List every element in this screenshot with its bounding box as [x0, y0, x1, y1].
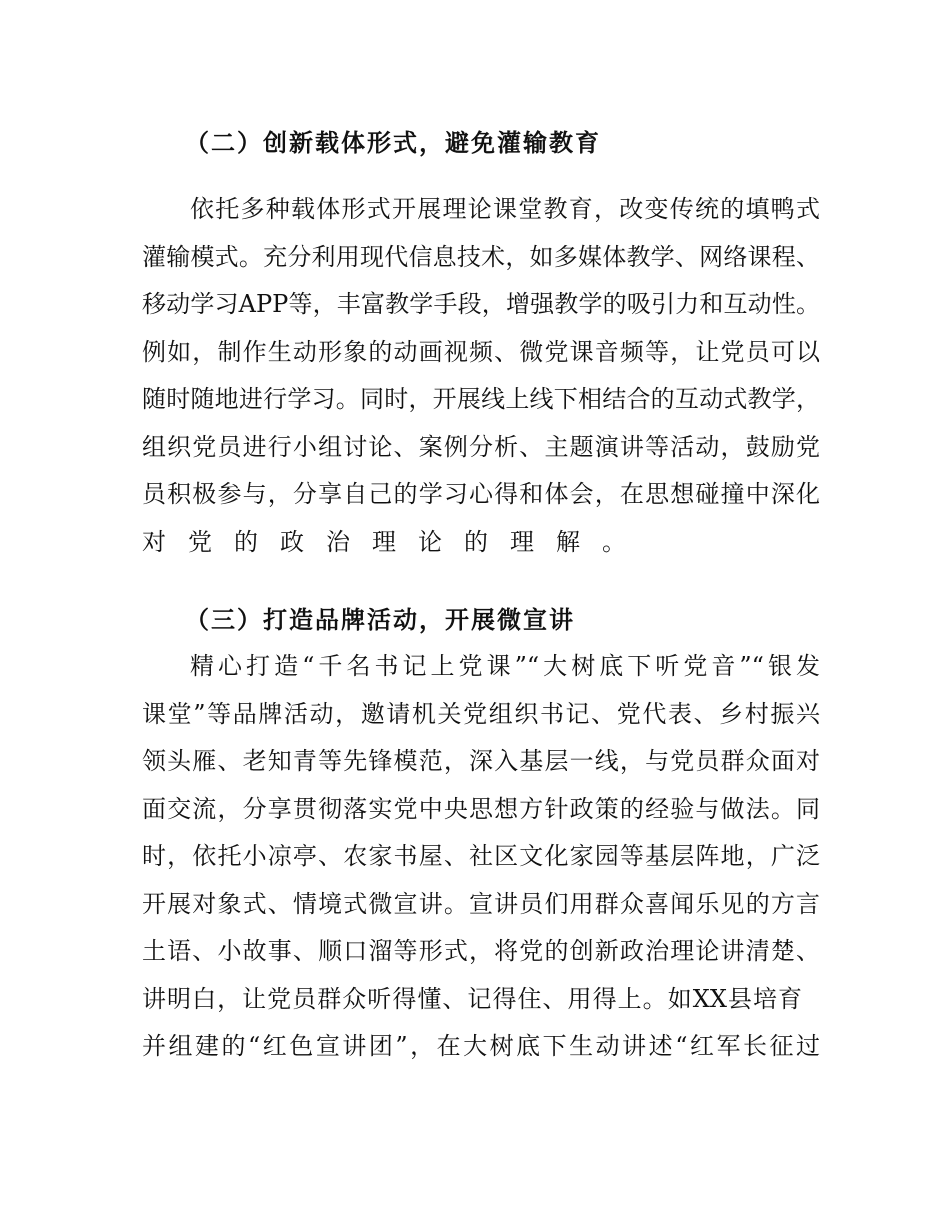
- paragraph-line: 灌输模式。充分利用现代信息技术，如多媒体教学、网络课程、: [142, 242, 820, 271]
- paragraph-line: 精心打造“千名书记上党课”“大树底下听党音”“银发: [190, 652, 820, 680]
- paragraph-line: 土语、小故事、顺口溜等形式，将党的创新政治理论讲清楚、: [142, 937, 820, 965]
- section-heading-3: （三）打造品牌活动，开展微宣讲: [185, 606, 575, 634]
- paragraph-line: 随时随地进行学习。同时，开展线上线下相结合的互动式教学，: [142, 385, 820, 413]
- paragraph-line: 依托多种载体形式开展理论课堂教育，改变传统的填鸭式: [190, 195, 820, 223]
- paragraph-line: 课堂”等品牌活动，邀请机关党组织书记、党代表、乡村振兴: [142, 699, 820, 728]
- paragraph-line: 组织党员进行小组讨论、案例分析、主题演讲等活动，鼓励党: [142, 432, 820, 461]
- paragraph-line: 员积极参与，分享自己的学习心得和体会，在思想碰撞中深化: [142, 480, 820, 508]
- paragraph-line: 领头雁、老知青等先锋模范，深入基层一线，与党员群众面对: [142, 747, 820, 775]
- paragraph-line: 例如，制作生动形象的动画视频、微党课音频等，让党员可以: [142, 337, 820, 366]
- section-heading-2: （二）创新载体形式，避免灌输教育: [185, 129, 601, 157]
- paragraph-line: 移动学习APP等，丰富教学手段，增强教学的吸引力和互动性。: [142, 290, 820, 318]
- paragraph-line: 并组建的“红色宣讲团”，在大树底下生动讲述“红军长征过: [142, 1032, 820, 1060]
- paragraph-brand-activities: [142, 643, 820, 1071]
- paragraph-line: 面交流，分享贯彻落实党中央思想方针政策的经验与做法。同: [142, 794, 820, 823]
- paragraph-carrier-forms: [142, 186, 820, 566]
- paragraph-line: 时，依托小凉亭、农家书屋、社区文化家园等基层阵地，广泛: [142, 842, 820, 870]
- paragraph-line: 讲明白，让党员群众听得懂、记得住、用得上。如XX县培育: [142, 984, 802, 1013]
- paragraph-line: 对党的政治理论的理解。: [142, 527, 648, 556]
- paragraph-line: 开展对象式、情境式微宣讲。宣讲员们用群众喜闻乐见的方言: [142, 889, 820, 918]
